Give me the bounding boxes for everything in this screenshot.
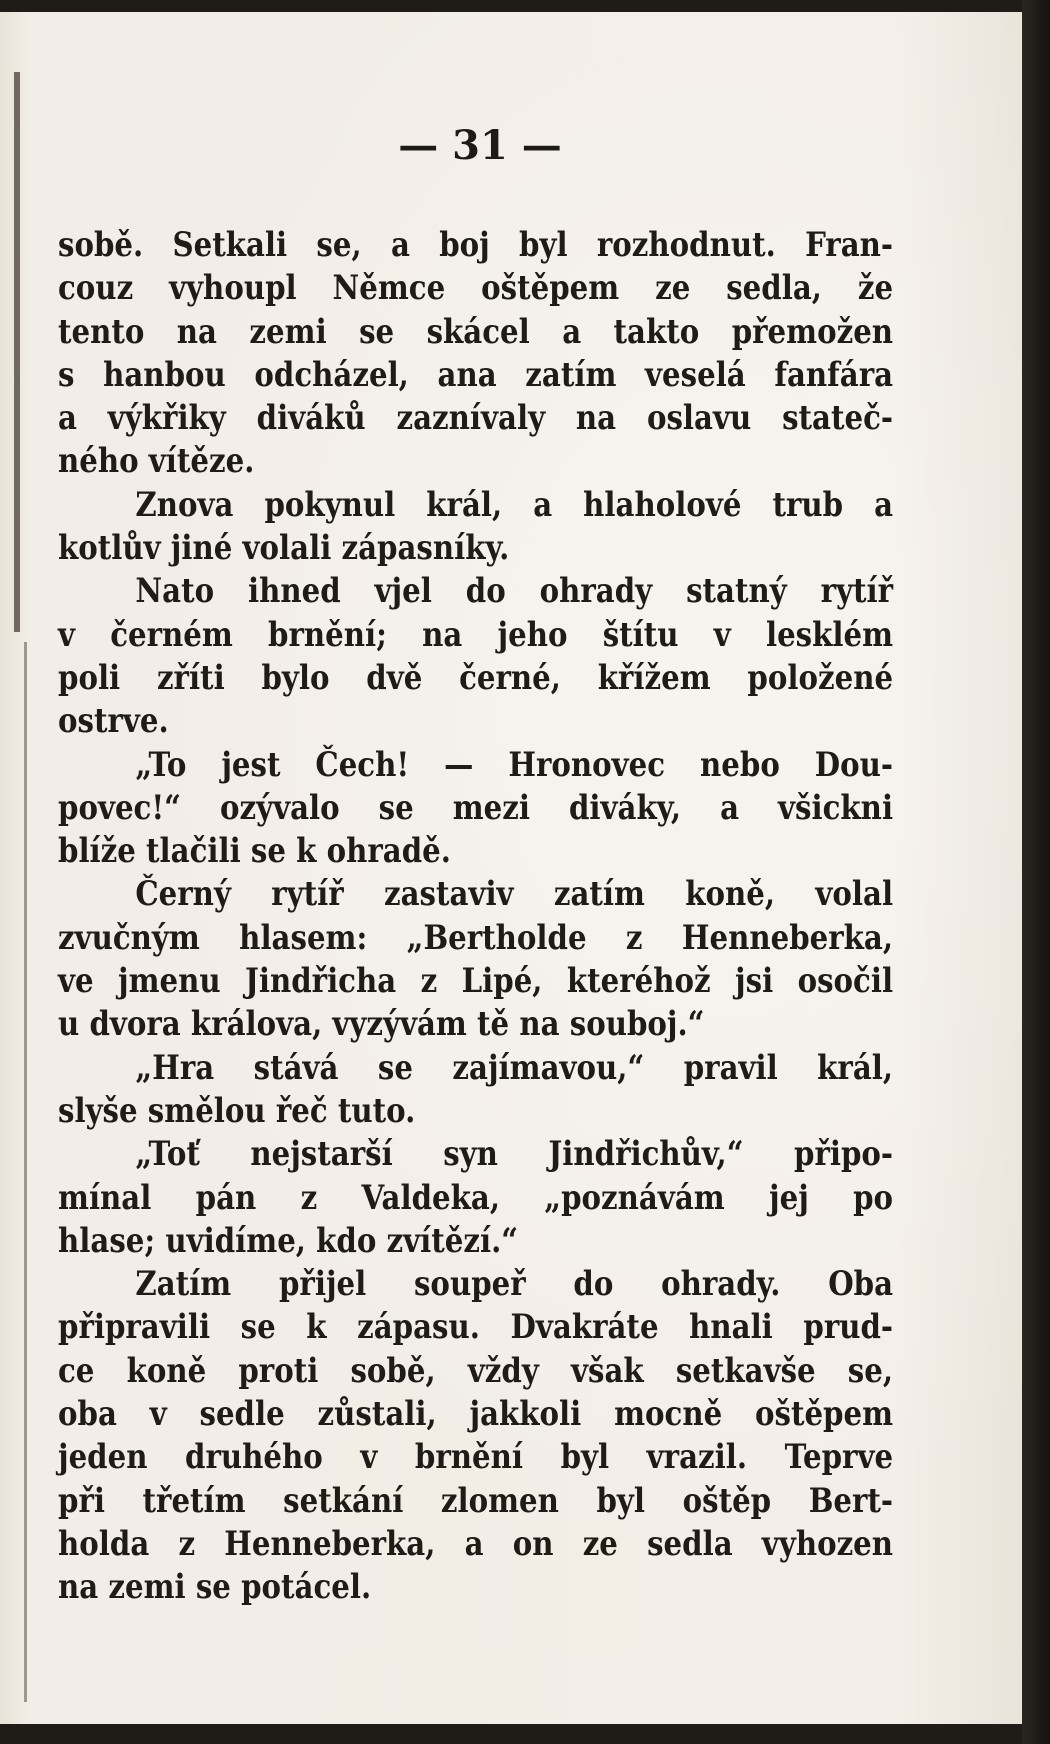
paper-sheet [0, 12, 1022, 1724]
text-line: slyše smělou řeč tuto. [58, 1090, 416, 1131]
text-line: na zemi se potácel. [58, 1567, 372, 1608]
text-line: Zatím přijel soupeř do ohrady. Oba [135, 1264, 894, 1305]
text-line: „To jest Čech! — Hronovec nebo Dou- [135, 744, 894, 785]
text-line: mínal pán z Valdeka, „poznávám jej po [58, 1177, 894, 1218]
text-line: Znova pokynul král, a hlaholové trub a [135, 484, 894, 525]
text-line: ve jmenu Jindřicha z Lipé, kteréhož jsi osočil [58, 961, 894, 1002]
text-line: poli zříti bylo dvě černé, křížem položené [58, 657, 894, 698]
text-line: Nato ihned vjel do ohrady statný rytíř [135, 571, 894, 612]
text-line: u dvora králova, vyzývám tě na souboj.“ [58, 1004, 705, 1045]
text-line: jeden druhého v brnění byl vrazil. Teprve [58, 1437, 894, 1478]
text-line: ce koně proti sobě, vždy však setkavše se, [58, 1350, 894, 1391]
binding-shadow-lower [24, 642, 27, 1702]
text-line: „Toť nejstarší syn Jindřichův,“ připo- [135, 1134, 894, 1175]
text-line: ného vítěze. [58, 441, 255, 482]
text-line: hlase; uvidíme, kdo zvítězí.“ [58, 1220, 519, 1261]
text-line: couz vyhoupl Němce oštěpem ze sedla, že [58, 268, 894, 309]
text-line: sobě. Setkali se, a boj byl rozhodnut. Fran- [58, 225, 894, 265]
text-line: oba v sedle zůstali, jakkoli mocně oštěpem [58, 1394, 894, 1435]
text-line: připravili se k zápasu. Dvakráte hnali prud- [58, 1307, 894, 1348]
text-line: „Hra stává se zajímavou,“ pravil král, [135, 1047, 894, 1088]
text-line: kotlův jiné volali zápasníky. [58, 528, 510, 569]
text-line: povec!“ ozývalo se mezi diváky, a všickni [58, 787, 894, 828]
body-text [58, 224, 893, 1610]
text-line: a výkřiky diváků zaznívaly na oslavu stateč- [58, 398, 894, 439]
text-line: v černém brnění; na jeho štítu v lesklém [58, 614, 894, 655]
text-line: blíže tlačili se k ohradě. [58, 831, 451, 872]
text-line: s hanbou odcházel, ana zatím veselá fanfára [58, 354, 894, 395]
text-line: ostrve. [58, 701, 169, 742]
text-line: holda z Henneberka, a on ze sedla vyhozen [58, 1523, 894, 1564]
page-number: — 31 — [398, 122, 562, 169]
text-line: tento na zemi se skácel a takto přemožen [58, 311, 894, 352]
scan-edge [1022, 0, 1050, 1744]
text-line: Černý rytíř zastaviv zatím koně, volal [135, 874, 894, 915]
text-line: zvučným hlasem: „Bertholde z Henneberka, [58, 917, 894, 958]
text-line: při třetím setkání zlomen byl oštěp Bert- [58, 1480, 894, 1521]
